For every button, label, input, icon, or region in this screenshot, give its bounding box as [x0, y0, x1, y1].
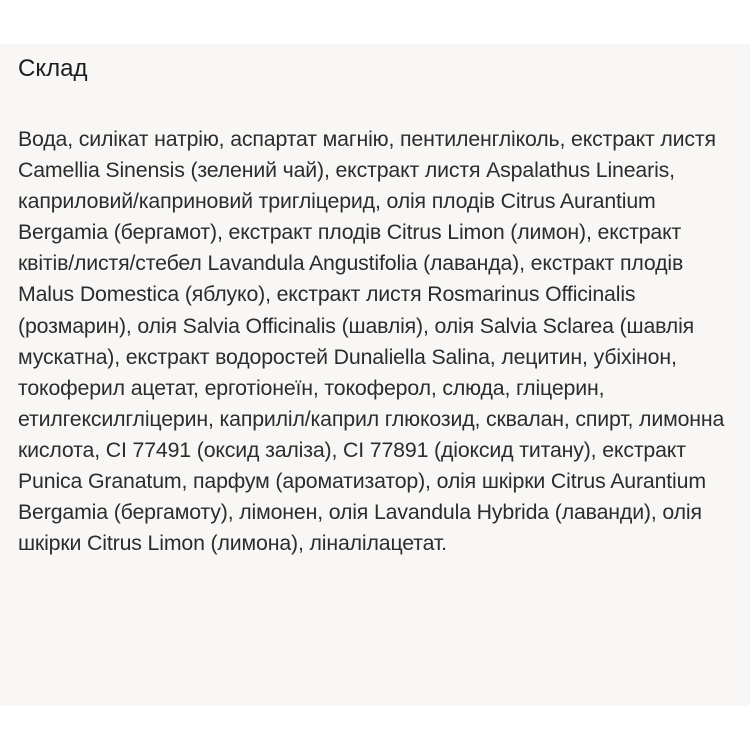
section-title: Склад: [18, 55, 88, 82]
ingredients-text: Вода, силікат натрію, аспартат магнію, пентиленгліколь, екстракт листя Camellia Sinensis (зелений чай), екстракт листя Aspalathus Linearis, каприловий/каприновий тригліцерид, олія плодів Citrus Aurantium Bergamia (бергамот), екстракт плодів Citrus Limon (лимон), екстракт квітів/листя/стебел Lavandula Angustifolia (лаванда), екстракт плодів Malus Domestica (яблуко), екстракт листя Rosmarinus Officinalis (розмарин), олія Salvia Officinalis (шавлія), олія Salvia Sclarea (шавлія мускатна), екстракт водоростей Dunaliella Salina, лецитин, убіхінон, токоферил ацетат, ерготіонеїн, токоферол, слюда, гліцерин, етилгексилгліцерин, каприліл/каприл глюкозид, сквалан, спирт, лимонна кислота, CI 77491 (оксид заліза), CI 77891 (діоксид титану), екстракт Punica Granatum, парфум (ароматизатор), олія шкірки Citrus Aurantium Bergamia (бергамоту), лімонен, олія Lavandula Hybrida (лаванди), олія шкірки Citrus Limon (лимона), ліналілацетат.: [18, 127, 725, 556]
ingredients-section: [0, 44, 750, 706]
